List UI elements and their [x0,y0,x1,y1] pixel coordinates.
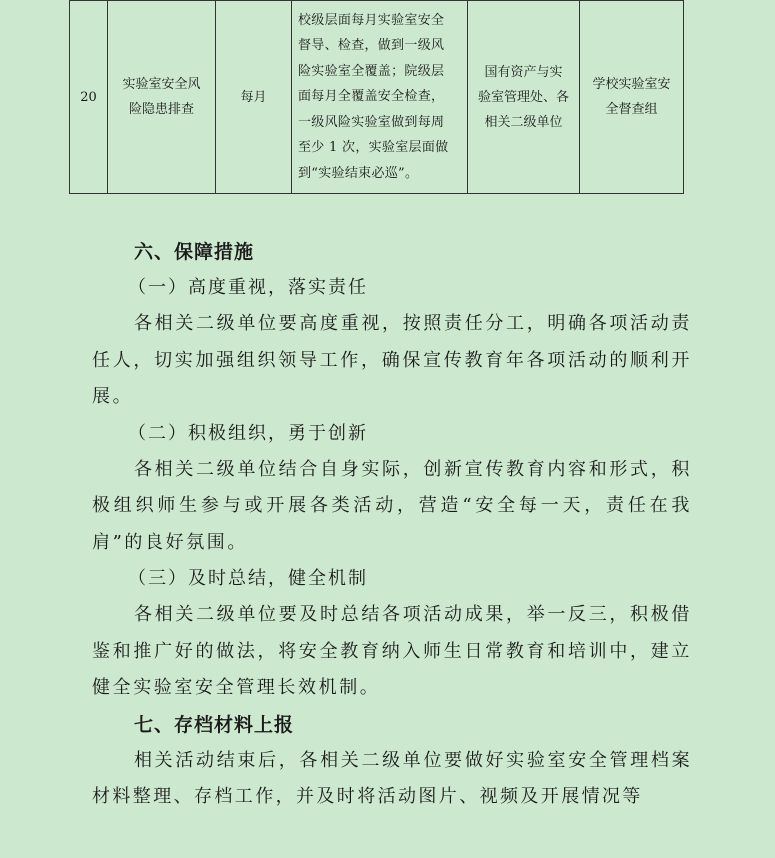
detail-line: 到“实验结束必巡”。 [298,165,419,181]
detail-line: 至少 1 次，实验室层面做 [298,140,449,156]
activity-item-line: 险隐患排查 [128,102,194,117]
responsible-line: 国有资产与实 [484,64,563,80]
row-number: 20 [70,1,108,194]
activity-detail [292,1,468,194]
section-7-paragraph: 相关活动结束后，各相关二级单位要做好实验室安全管理档案材料整理、存档工作，并及时将活动图片、视频及开展情况等 [92,749,692,807]
supervisor-line: 全督查组 [605,102,658,117]
responsible-line: 相关二级单位 [484,114,563,130]
detail-line: 一级风险实验室做到每周 [298,114,445,130]
section-6-2-paragraph: 各相关二级单位结合自身实际，创新宣传教育内容和形式，积极组织师生参与或开展各类活动，营造“安全每一天，责任在我肩”的良好氛围。 [92,458,692,553]
section-6-1-heading: （一）高度重视，落实责任 [128,277,368,298]
detail-line: 校级层面每月实验室安全 [298,12,445,28]
activity-item [108,1,216,194]
section-6-1-paragraph: 各相关二级单位要高度重视，按照责任分工，明确各项活动责任人，切实加强组织领导工作，确保宣传教育年各项活动的顺利开展。 [92,313,692,407]
section-6-3-paragraph: 各相关二级单位要及时总结各项活动成果，举一反三，积极借鉴和推广好的做法，将安全教育纳入师生日常教育和培训中，建立健全实验室安全管理长效机制。 [92,604,692,698]
section-7-heading: 七、存档材料上报 [134,713,295,736]
activity-item-line: 实验室安全风 [122,77,201,92]
document-body [92,234,692,816]
detail-line: 面每月全覆盖安全检查， [298,89,445,105]
frequency: 每月 [216,1,292,194]
section-6-heading: 六、保障措施 [134,241,255,263]
section-6-2-heading: （二）积极组织，勇于创新 [128,422,368,444]
supervisor-unit [580,1,684,194]
responsible-line: 验室管理处、各 [477,89,569,105]
supervisor-line: 学校实验室安 [592,77,671,92]
responsible-unit [468,1,580,194]
schedule-table [69,0,684,194]
table-row [70,1,684,194]
detail-line: 督导、检查，做到一级风 [298,38,445,54]
section-6-3-heading: （三）及时总结，健全机制 [128,568,368,589]
detail-line: 险实验室全覆盖；院级层 [298,63,445,79]
